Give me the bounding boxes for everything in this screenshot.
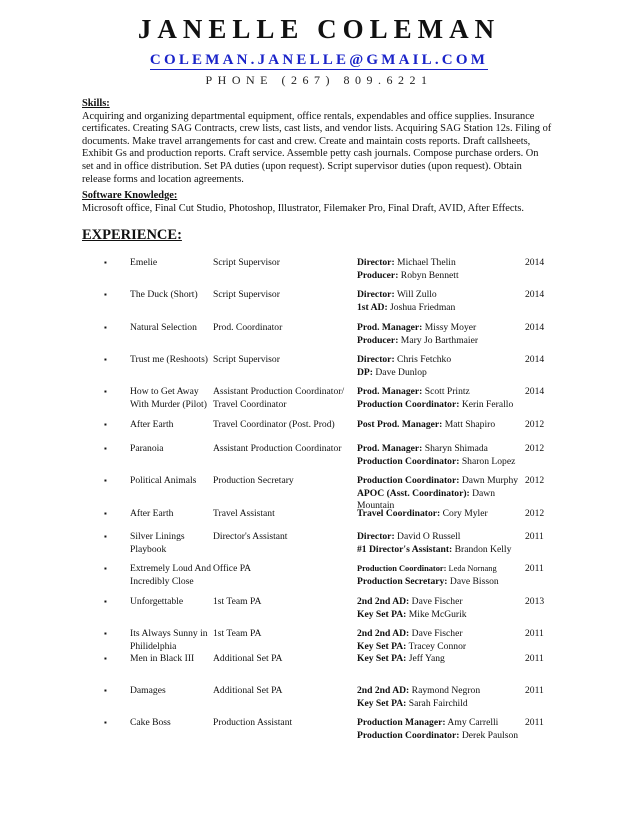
job-role: Prod. Coordinator [213, 322, 283, 333]
credit-label: Key Set PA: [357, 608, 407, 620]
credit-name: Tracey Connor [406, 640, 467, 652]
credit-label: Producer: [357, 269, 399, 281]
project-title: Damages [130, 685, 166, 696]
year: 2012 [525, 419, 545, 430]
credits [357, 628, 522, 653]
bullet-icon: ▪ [104, 476, 107, 485]
phone-number: PHONE (267) 809.6221 [205, 73, 433, 87]
credit-line [357, 257, 522, 270]
bullet-icon: ▪ [104, 420, 107, 429]
project-title: The Duck (Short) [130, 289, 198, 300]
skills-text: Acquiring and organizing departmental equipment, office rentals, expendables and office supplies. Insurance certificates. Creating SAG Contracts, crew lists, cast lists, and vendor lists. Acquiring SAG Station 12s. Filing of documents. Make travel arrangements for cast and crew. Create and maintain costs reports. Draft callsheets, Exhibit Gs and production reports. Craft service. Assemble petty cash journals. Compose purchase orders. On set and in office distribution. Set PA duties (upon request). Script supervisor duties (upon request). Obtain release forms and location agreements. [82, 110, 552, 185]
credits [357, 419, 522, 432]
job-role: Production Assistant [213, 717, 293, 728]
credits [357, 354, 522, 379]
year: 2012 [525, 508, 545, 519]
credit-label: 2nd 2nd AD: [357, 596, 410, 607]
bullet-icon: ▪ [104, 387, 107, 396]
credit-name: Scott Printz [422, 386, 470, 397]
email-link[interactable] [0, 52, 638, 69]
credits [357, 653, 522, 666]
job-role: Travel Assistant [213, 508, 275, 519]
bullet-icon: ▪ [104, 654, 107, 663]
project-title: Unforgettable [130, 596, 184, 607]
year: 2014 [525, 289, 545, 300]
project-title: Men in Black III [130, 653, 195, 664]
project-title: After Earth [130, 508, 174, 519]
credit-label: DP: [357, 366, 373, 378]
job-role: Additional Set PA [213, 653, 283, 664]
job-role: Assistant Production Coordinator [213, 443, 342, 454]
job-role: Office PA [213, 563, 252, 574]
credit-name: Will Zullo [394, 289, 437, 300]
credit-line [357, 508, 522, 521]
project-title: Political Animals [130, 475, 197, 486]
software-heading: Software Knowledge: [82, 190, 178, 201]
credit-label: Director: [357, 257, 395, 268]
job-role: Script Supervisor [213, 354, 280, 365]
bullet-icon: ▪ [104, 686, 107, 695]
credit-line [357, 399, 522, 412]
credit-label: 2nd 2nd AD: [357, 628, 410, 639]
skills-section [82, 98, 552, 186]
year: 2011 [525, 563, 544, 574]
credit-line [357, 685, 522, 698]
credit-line [357, 653, 522, 666]
year: 2011 [525, 685, 544, 696]
credit-name: Missy Moyer [422, 322, 477, 333]
bullet-icon: ▪ [104, 532, 107, 541]
job-role: Director's Assistant [213, 531, 288, 542]
year: 2014 [525, 386, 545, 397]
credit-line [357, 443, 522, 456]
bullet-icon: ▪ [104, 629, 107, 638]
project-title: Extremely Loud And Incredibly Close [130, 563, 211, 587]
credit-name: David O Russell [394, 531, 461, 542]
credit-line [357, 335, 522, 348]
credit-name: Joshua Friedman [387, 301, 456, 313]
credit-label: Travel Coordinator: [357, 508, 441, 519]
project-title: Silver Linings Playbook [130, 531, 185, 555]
credit-line [357, 419, 522, 432]
project-title: Natural Selection [130, 322, 197, 333]
job-role: Production Secretary [213, 475, 294, 486]
resume-name: JANELLE COLEMAN [137, 14, 501, 44]
credits [357, 322, 522, 347]
credit-line [357, 386, 522, 399]
job-role: Travel Coordinator (Post. Prod) [213, 419, 335, 430]
credits [357, 717, 522, 742]
bullet-icon: ▪ [104, 597, 107, 606]
project-title: How to Get Away With Murder (Pilot) [130, 386, 207, 410]
project-title: Trust me (Reshoots) [130, 354, 209, 365]
credit-label: Key Set PA: [357, 697, 407, 709]
project-title: After Earth [130, 419, 174, 430]
credit-label: 2nd 2nd AD: [357, 685, 410, 696]
job-role: Assistant Production Coordinator/ Travel Coordinator [213, 386, 345, 410]
credit-line [357, 563, 522, 576]
credits [357, 563, 522, 588]
credit-line [357, 628, 522, 641]
year: 2012 [525, 475, 545, 486]
year: 2011 [525, 717, 544, 728]
credit-line [357, 717, 522, 730]
software-section [82, 190, 552, 215]
project-title: Emelie [130, 257, 158, 268]
credit-name: Dave Bisson [447, 575, 499, 587]
credit-label: APOC (Asst. Coordinator): [357, 487, 470, 499]
job-role: 1st Team PA [213, 628, 262, 639]
credit-line [357, 270, 522, 283]
project-title: Paranoia [130, 443, 164, 454]
credit-line [357, 302, 522, 315]
credit-label: Key Set PA: [357, 653, 407, 664]
credit-name: Sharon Lopez [459, 455, 516, 467]
job-role: Script Supervisor [213, 289, 280, 300]
credit-label: Post Prod. Manager: [357, 419, 443, 430]
credit-name: Kerin Ferallo [459, 398, 514, 410]
credit-line [357, 367, 522, 380]
year: 2011 [525, 628, 544, 639]
credit-name: Leda Nornang [446, 564, 497, 573]
credit-name: Sharyn Shimada [422, 443, 488, 454]
year: 2014 [525, 322, 545, 333]
software-text: Microsoft office, Final Cut Studio, Photoshop, Illustrator, Filemaker Pro, Final Draft, AVID, After Effects. [82, 202, 524, 214]
project-title: Cake Boss [130, 717, 171, 728]
credit-line [357, 730, 522, 743]
bullet-icon: ▪ [104, 290, 107, 299]
credit-label: Director: [357, 531, 395, 542]
credit-name: Dave Fischer [409, 628, 463, 639]
year: 2013 [525, 596, 545, 607]
year: 2011 [525, 531, 544, 542]
credits [357, 289, 522, 314]
credit-label: Production Secretary: [357, 575, 448, 587]
bullet-icon: ▪ [104, 564, 107, 573]
credit-label: Key Set PA: [357, 640, 407, 652]
credit-name: Chris Fetchko [394, 354, 452, 365]
credits [357, 443, 522, 468]
credit-line [357, 456, 522, 469]
credit-label: Production Coordinator: [357, 564, 447, 573]
bullet-icon: ▪ [104, 355, 107, 364]
bullet-icon: ▪ [104, 323, 107, 332]
credit-name: Raymond Negron [409, 685, 481, 696]
job-role: Additional Set PA [213, 685, 283, 696]
bullet-icon: ▪ [104, 718, 107, 727]
credit-label: 1st AD: [357, 301, 388, 313]
credit-line [357, 641, 522, 654]
credit-name: Mike McGurik [406, 608, 467, 620]
project-title: Its Always Sunny in Philidelphia [130, 628, 208, 652]
credit-name: Brandon Kelly [452, 543, 512, 555]
job-role: Script Supervisor [213, 257, 280, 268]
credit-line [357, 289, 522, 302]
year: 2014 [525, 354, 545, 365]
job-role: 1st Team PA [213, 596, 262, 607]
credit-name: Dawn Murphy [459, 475, 519, 486]
email-text[interactable]: COLEMAN.JANELLE@GMAIL.COM [149, 52, 489, 68]
credit-line [357, 354, 522, 367]
credit-label: Production Coordinator: [357, 398, 460, 410]
bullet-icon: ▪ [104, 444, 107, 453]
credit-name: Jeff Yang [406, 653, 445, 664]
credits [357, 257, 522, 282]
credit-label: Production Coordinator: [357, 475, 460, 486]
year: 2012 [525, 443, 545, 454]
credit-label: Prod. Manager: [357, 322, 423, 333]
credit-name: Cory Myler [440, 508, 488, 519]
credit-name: Dave Fischer [409, 596, 463, 607]
credit-name: Sarah Fairchild [406, 697, 468, 709]
credit-label: Director: [357, 289, 395, 300]
credit-label: Prod. Manager: [357, 386, 423, 397]
credit-line [357, 531, 522, 544]
credit-line [357, 544, 522, 557]
credits [357, 596, 522, 621]
credit-label: Director: [357, 354, 395, 365]
credit-name: Dave Dunlop [372, 366, 427, 378]
credit-line [357, 609, 522, 622]
experience-heading: EXPERIENCE: [82, 227, 182, 243]
bullet-icon: ▪ [104, 258, 107, 267]
credits [357, 475, 522, 513]
credit-line [357, 475, 522, 488]
credit-label: Producer: [357, 334, 399, 346]
credit-line [357, 698, 522, 711]
credit-label: Production Coordinator: [357, 455, 460, 467]
credit-name: Mary Jo Barthmaier [398, 334, 479, 346]
credit-line [357, 596, 522, 609]
credit-name: Matt Shapiro [442, 419, 496, 430]
credit-label: Prod. Manager: [357, 443, 423, 454]
credit-line [357, 576, 522, 589]
credits [357, 508, 522, 521]
credit-name: Dawn Mountain [357, 487, 496, 511]
credit-label: Production Coordinator: [357, 729, 460, 741]
credit-name: Amy Carrelli [445, 717, 499, 728]
credit-label: Production Manager: [357, 717, 446, 728]
credit-name: Michael Thelin [394, 257, 456, 268]
year: 2014 [525, 257, 545, 268]
credits [357, 685, 522, 710]
bullet-icon: ▪ [104, 509, 107, 518]
credit-line [357, 322, 522, 335]
credit-name: Robyn Bennett [398, 269, 459, 281]
year: 2011 [525, 653, 544, 664]
credits [357, 531, 522, 556]
credit-label: #1 Director's Assistant: [357, 543, 453, 555]
credits [357, 386, 522, 411]
credit-name: Derek Paulson [459, 729, 519, 741]
skills-heading: Skills: [82, 98, 110, 109]
